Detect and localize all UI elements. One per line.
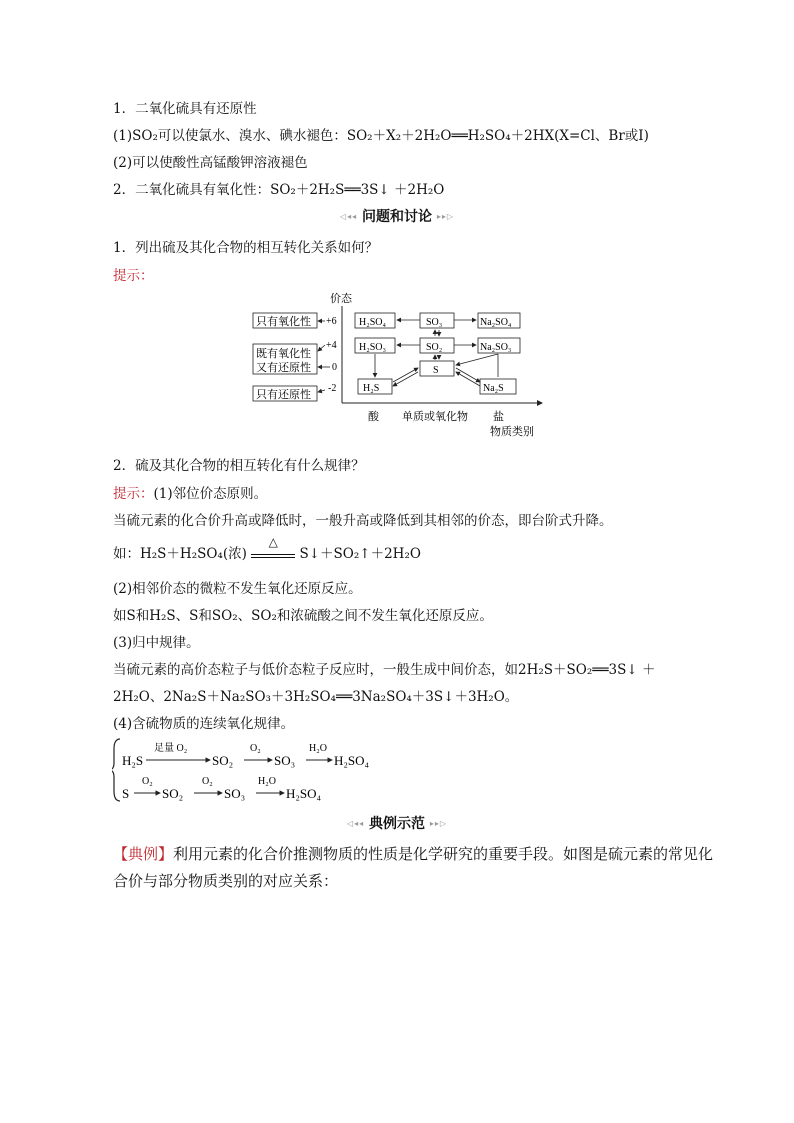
- example-paragraph: 合价与部分物质类别的对应关系：: [113, 872, 339, 890]
- chain-species: H₂SO₄: [334, 753, 370, 768]
- chain-species: H₂S: [122, 753, 144, 768]
- box-h2so3: H₂SO₃: [359, 342, 386, 353]
- text-line: (1)SO₂可以使氯水、溴水、碘水褪色：SO₂＋X₂＋2H₂O══H₂SO₄＋2HX(X=Cl、Br或I): [113, 128, 649, 144]
- category-label: 单质或氧化物: [402, 411, 468, 423]
- rule-text: 当硫元素的化合价升高或降低时，一般升高或降低到其相邻的价态，即台阶式升降。: [113, 513, 613, 529]
- valence-label: -2: [328, 383, 337, 394]
- category-label: 盐: [493, 411, 504, 423]
- category-label: 酸: [368, 411, 379, 423]
- chain-species: H₂SO₄: [286, 786, 322, 801]
- chain-reagent: O₂: [142, 776, 153, 787]
- left-label: 只有氧化性: [256, 316, 311, 328]
- oxidation-chains: [112, 735, 392, 805]
- sulfur-valence-diagram: [250, 288, 550, 440]
- text-line: 1．二氧化硫具有还原性: [113, 101, 257, 117]
- box-s: S: [433, 365, 439, 376]
- chain-reagent: H₂O: [258, 776, 276, 787]
- rule-text: 如S和H₂S、S和SO₂、SO₂和浓硫酸之间不发生氧化还原反应。: [113, 608, 493, 624]
- example-label: 【典例】: [113, 845, 174, 863]
- hint-label: 提示：: [113, 268, 154, 284]
- example-equation: [113, 535, 421, 562]
- valence-label: +4: [326, 340, 337, 351]
- box-na2so3: Na₂SO₃: [480, 342, 512, 353]
- box-na2so4: Na₂SO₄: [480, 317, 512, 328]
- question-1: 1．列出硫及其化合物的相互转化关系如何？: [113, 240, 379, 256]
- rule-text: 2H₂O、2Na₂S＋Na₂SO₃＋3H₂SO₄══3Na₂SO₄＋3S↓＋3H₂O。: [113, 689, 519, 705]
- chain-reagent: O₂: [250, 743, 261, 754]
- text-line: (2)可以使酸性高锰酸钾溶液褪色: [113, 155, 308, 171]
- left-label: 又有还原性: [256, 362, 311, 374]
- valence-label: +6: [326, 316, 337, 327]
- box-h2s: H₂S: [363, 383, 380, 394]
- rule-text: (4)含硫物质的连续氧化规律。: [113, 716, 295, 732]
- chain-species: SO₂: [162, 786, 184, 801]
- example-text: 利用元素的化合价推测物质的性质是化学研究的重要手段。如图是硫元素的常见化: [173, 845, 714, 863]
- equation-left: 如：H₂S＋H₂SO₄(浓): [113, 546, 247, 562]
- hint-text: (1)邻位价态原则。: [153, 486, 268, 502]
- question-2: 2．硫及其化合物的相互转化有什么规律？: [113, 458, 365, 474]
- chain-reagent: H₂O: [309, 743, 327, 754]
- chain-reagent: O₂: [202, 776, 213, 787]
- section-heading-example: ◁◂◂ 典例示范 ▸▸▷: [346, 816, 448, 832]
- chain-species: SO₂: [212, 753, 234, 768]
- chain-reagent: 足量 O₂: [154, 743, 188, 754]
- box-na2s: Na₂S: [483, 383, 504, 394]
- equation-right: S↓＋SO₂↑＋2H₂O: [299, 546, 421, 562]
- rule-text: (3)归中规律。: [113, 635, 200, 651]
- heating-condition: △: [251, 547, 295, 558]
- y-axis-label: 价态: [330, 293, 352, 305]
- box-so3: SO₃: [426, 317, 443, 328]
- box-so2: SO₂: [426, 342, 443, 353]
- left-label: 只有还原性: [256, 389, 311, 401]
- hint-label: 提示：: [113, 486, 154, 502]
- chain-species: S: [122, 786, 130, 801]
- section-heading-discussion: ◁◂◂ 问题和讨论 ▸▸▷: [339, 209, 455, 225]
- hint-2: [113, 482, 267, 502]
- rule-text: (2)相邻价态的微粒不发生氧化还原反应。: [113, 581, 362, 597]
- left-label: 既有氧化性: [256, 348, 311, 360]
- box-h2so4: H₂SO₄: [359, 317, 386, 328]
- rule-text: 当硫元素的高价态粒子与低价态粒子反应时，一般生成中间价态，如2H₂S＋SO₂══3S↓ ＋: [113, 662, 656, 678]
- example-paragraph: [113, 843, 713, 864]
- text-line: 2．二氧化硫具有氧化性：SO₂＋2H₂S══3S↓ ＋2H₂O: [113, 182, 445, 198]
- x-axis-label: 物质类别: [490, 426, 534, 438]
- valence-label: 0: [332, 362, 337, 373]
- chain-species: SO₃: [274, 753, 296, 768]
- chain-species: SO₃: [224, 786, 246, 801]
